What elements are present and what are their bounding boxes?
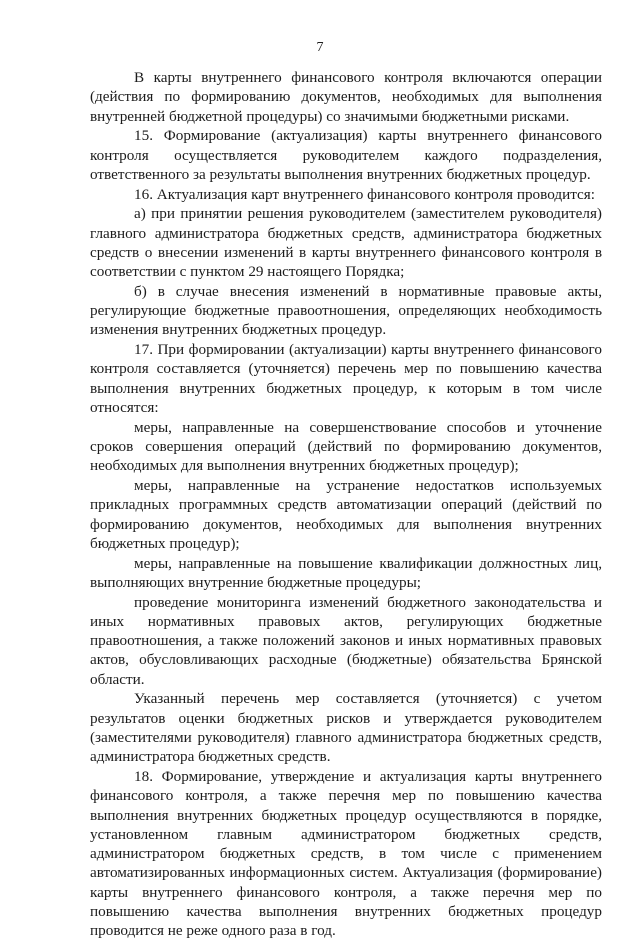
page-number: 7 (316, 40, 324, 55)
paragraph-17-measure-1: меры, направленные на совершенствование способов и уточнение сроков совершения операций (действий по формированию документов, необходимых для выполнения внутренних бюджетных процедур); (90, 418, 602, 475)
paragraph-17-monitoring: проведение мониторинга изменений бюджетного законодательства и иных нормативных правовых актов, регулирующих бюджетные правоотношения, а также положений законов и иных нормативных правовых актов, обусловливающих расходные (бюджетные) обязательства Брянской области. (90, 593, 602, 688)
paragraph-16a: а) при принятии решения руководителем (заместителем руководителя) главного администратора бюджетных средств, администратора бюджетных средств о внесении изменений в карты внутреннего финансового контроля в соответствии с пунктом 29 настоящего Порядка; (90, 205, 602, 281)
paragraph-15: 15. Формирование (актуализация) карты внутреннего финансового контроля осуществляется руководителем каждого подразделения, ответственного за результаты выполнения внутренних бюджетных процедур. (90, 127, 602, 183)
paragraph-16b: б) в случае внесения изменений в нормативные правовые акты, регулирующие бюджетные правоотношения, определяющих необходимость изменения внутренних бюджетных процедур. (90, 282, 602, 339)
paragraph-17-list-note: Указанный перечень мер составляется (уточняется) с учетом результатов оценки бюджетных рисков и утверждается руководителем (заместителями руководителя) главного администратора бюджетных средств, администратора бюджетных средств. (90, 690, 602, 766)
paragraph-18: 18. Формирование, утверждение и актуализация карты внутреннего финансового контроля, а также перечня мер по повышению качества выполнения внутренних бюджетных процедур осуществляются в порядке, установленном главным администратором бюджетных средств, администратором бюджетных средств, в том числе с применением автоматизированных информационных систем. Актуализация (формирование) карты внутреннего финансового контроля, а также перечня мер по повышению качества выполнения внутренних бюджетных процедур проводится не реже одного раза в год. (90, 767, 602, 940)
document-body (90, 68, 602, 941)
paragraph-17-measure-2: меры, направленные на устранение недостатков используемых прикладных программных средств автоматизации операций (действий по формированию документов, необходимых для выполнения внутренних бюджетных процедур); (90, 476, 602, 552)
paragraph-intro: В карты внутреннего финансового контроля включаются операции (действия по формированию документов, необходимых для выполнения внутренней бюджетной процедуры) со значимыми бюджетными рисками. (90, 69, 602, 125)
paragraph-17: 17. При формировании (актуализации) карты внутреннего финансового контроля составляется (уточняется) перечень мер по повышению качества выполнения внутренних бюджетных процедур, к которым в том числе относятся: (90, 341, 602, 416)
paragraph-16: 16. Актуализация карт внутреннего финансового контроля проводится: (134, 185, 595, 203)
paragraph-17-measure-3: меры, направленные на повышение квалификации должностных лиц, выполняющих внутренние бюджетные процедуры; (90, 554, 602, 591)
